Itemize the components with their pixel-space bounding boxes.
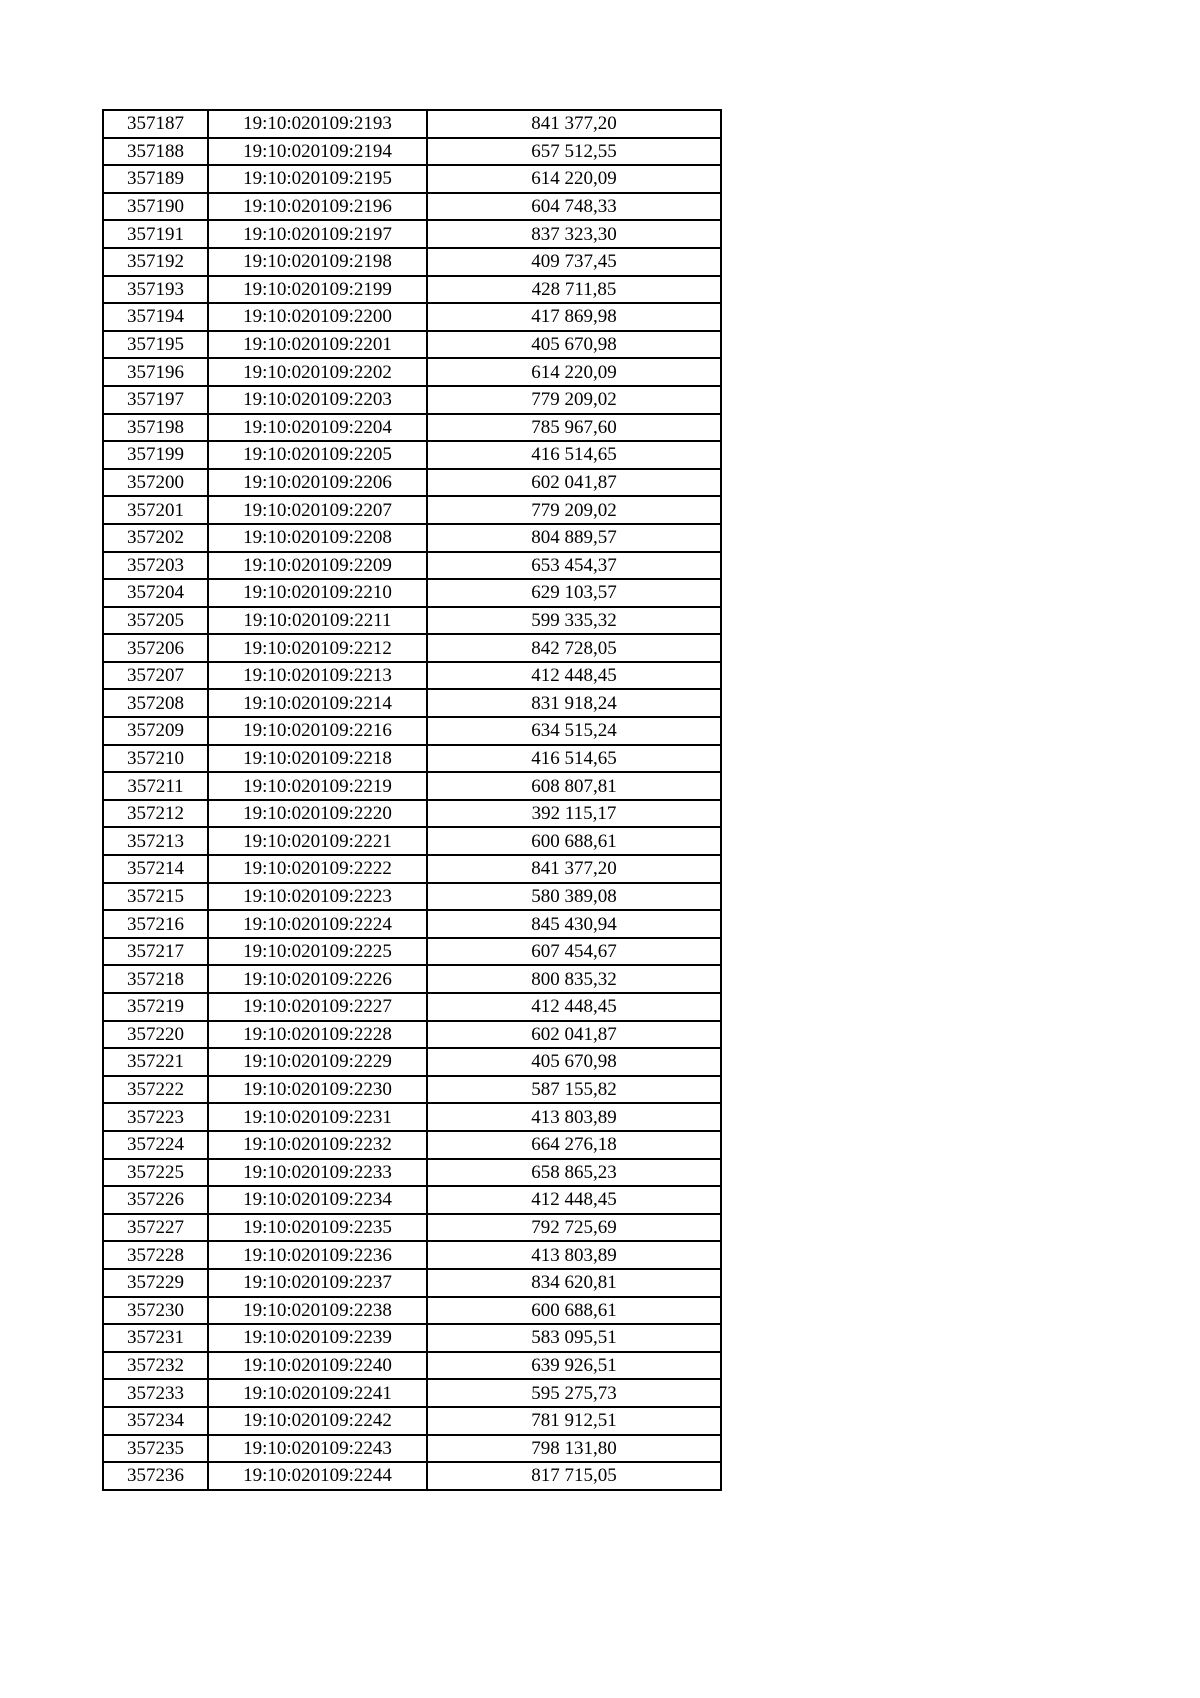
value-cell: 602 041,87 bbox=[427, 1021, 721, 1049]
table-row bbox=[103, 938, 721, 966]
row-number-cell: 357193 bbox=[103, 276, 208, 304]
value-cell: 798 131,80 bbox=[427, 1435, 721, 1463]
cadastral-number-cell: 19:10:020109:2195 bbox=[208, 165, 427, 193]
row-number-cell: 357190 bbox=[103, 193, 208, 221]
cadastral-number-cell: 19:10:020109:2221 bbox=[208, 827, 427, 855]
value-cell: 785 967,60 bbox=[427, 414, 721, 442]
table-row bbox=[103, 165, 721, 193]
row-number-cell: 357207 bbox=[103, 662, 208, 690]
value-cell: 417 869,98 bbox=[427, 303, 721, 331]
cadastral-number-cell: 19:10:020109:2211 bbox=[208, 607, 427, 635]
value-cell: 608 807,81 bbox=[427, 772, 721, 800]
value-cell: 602 041,87 bbox=[427, 469, 721, 497]
table-row bbox=[103, 662, 721, 690]
value-cell: 792 725,69 bbox=[427, 1214, 721, 1242]
cadastral-number-cell: 19:10:020109:2243 bbox=[208, 1435, 427, 1463]
row-number-cell: 357210 bbox=[103, 745, 208, 773]
value-cell: 841 377,20 bbox=[427, 855, 721, 883]
row-number-cell: 357189 bbox=[103, 165, 208, 193]
cadastral-number-cell: 19:10:020109:2236 bbox=[208, 1241, 427, 1269]
row-number-cell: 357203 bbox=[103, 552, 208, 580]
value-cell: 781 912,51 bbox=[427, 1407, 721, 1435]
row-number-cell: 357227 bbox=[103, 1214, 208, 1242]
cadastral-number-cell: 19:10:020109:2230 bbox=[208, 1076, 427, 1104]
cadastral-number-cell: 19:10:020109:2207 bbox=[208, 496, 427, 524]
row-number-cell: 357235 bbox=[103, 1435, 208, 1463]
cadastral-number-cell: 19:10:020109:2240 bbox=[208, 1352, 427, 1380]
cadastral-number-cell: 19:10:020109:2198 bbox=[208, 248, 427, 276]
cadastral-number-cell: 19:10:020109:2233 bbox=[208, 1159, 427, 1187]
row-number-cell: 357226 bbox=[103, 1186, 208, 1214]
cadastral-number-cell: 19:10:020109:2229 bbox=[208, 1048, 427, 1076]
row-number-cell: 357233 bbox=[103, 1379, 208, 1407]
cadastral-value-table bbox=[102, 109, 722, 1491]
value-cell: 580 389,08 bbox=[427, 883, 721, 911]
value-cell: 779 209,02 bbox=[427, 386, 721, 414]
row-number-cell: 357236 bbox=[103, 1462, 208, 1490]
table-row bbox=[103, 1048, 721, 1076]
value-cell: 600 688,61 bbox=[427, 827, 721, 855]
row-number-cell: 357208 bbox=[103, 689, 208, 717]
table-row bbox=[103, 883, 721, 911]
value-cell: 604 748,33 bbox=[427, 193, 721, 221]
cadastral-number-cell: 19:10:020109:2222 bbox=[208, 855, 427, 883]
cadastral-number-cell: 19:10:020109:2220 bbox=[208, 800, 427, 828]
row-number-cell: 357202 bbox=[103, 524, 208, 552]
cadastral-number-cell: 19:10:020109:2200 bbox=[208, 303, 427, 331]
table-row bbox=[103, 1297, 721, 1325]
table-row bbox=[103, 110, 721, 138]
value-cell: 837 323,30 bbox=[427, 220, 721, 248]
cadastral-number-cell: 19:10:020109:2228 bbox=[208, 1021, 427, 1049]
table-row bbox=[103, 1462, 721, 1490]
value-cell: 804 889,57 bbox=[427, 524, 721, 552]
value-cell: 583 095,51 bbox=[427, 1324, 721, 1352]
row-number-cell: 357215 bbox=[103, 883, 208, 911]
cadastral-number-cell: 19:10:020109:2197 bbox=[208, 220, 427, 248]
table-row bbox=[103, 414, 721, 442]
table-row bbox=[103, 193, 721, 221]
table-row bbox=[103, 1159, 721, 1187]
table-row bbox=[103, 496, 721, 524]
row-number-cell: 357228 bbox=[103, 1241, 208, 1269]
row-number-cell: 357224 bbox=[103, 1131, 208, 1159]
row-number-cell: 357188 bbox=[103, 138, 208, 166]
cadastral-number-cell: 19:10:020109:2196 bbox=[208, 193, 427, 221]
table-row bbox=[103, 1214, 721, 1242]
row-number-cell: 357209 bbox=[103, 717, 208, 745]
value-cell: 607 454,67 bbox=[427, 938, 721, 966]
table-body bbox=[103, 110, 721, 1490]
value-cell: 416 514,65 bbox=[427, 441, 721, 469]
row-number-cell: 357206 bbox=[103, 634, 208, 662]
row-number-cell: 357225 bbox=[103, 1159, 208, 1187]
cadastral-number-cell: 19:10:020109:2204 bbox=[208, 414, 427, 442]
table-row bbox=[103, 358, 721, 386]
cadastral-number-cell: 19:10:020109:2242 bbox=[208, 1407, 427, 1435]
value-cell: 800 835,32 bbox=[427, 965, 721, 993]
value-cell: 412 448,45 bbox=[427, 662, 721, 690]
value-cell: 634 515,24 bbox=[427, 717, 721, 745]
value-cell: 600 688,61 bbox=[427, 1297, 721, 1325]
cadastral-number-cell: 19:10:020109:2219 bbox=[208, 772, 427, 800]
table-row bbox=[103, 331, 721, 359]
value-cell: 413 803,89 bbox=[427, 1241, 721, 1269]
row-number-cell: 357222 bbox=[103, 1076, 208, 1104]
row-number-cell: 357220 bbox=[103, 1021, 208, 1049]
row-number-cell: 357200 bbox=[103, 469, 208, 497]
value-cell: 658 865,23 bbox=[427, 1159, 721, 1187]
table-row bbox=[103, 1021, 721, 1049]
value-cell: 614 220,09 bbox=[427, 358, 721, 386]
cadastral-number-cell: 19:10:020109:2193 bbox=[208, 110, 427, 138]
value-cell: 614 220,09 bbox=[427, 165, 721, 193]
table-row bbox=[103, 524, 721, 552]
value-cell: 599 335,32 bbox=[427, 607, 721, 635]
row-number-cell: 357198 bbox=[103, 414, 208, 442]
row-number-cell: 357196 bbox=[103, 358, 208, 386]
value-cell: 817 715,05 bbox=[427, 1462, 721, 1490]
value-cell: 834 620,81 bbox=[427, 1269, 721, 1297]
cadastral-number-cell: 19:10:020109:2203 bbox=[208, 386, 427, 414]
row-number-cell: 357205 bbox=[103, 607, 208, 635]
value-cell: 412 448,45 bbox=[427, 1186, 721, 1214]
value-cell: 409 737,45 bbox=[427, 248, 721, 276]
cadastral-number-cell: 19:10:020109:2210 bbox=[208, 579, 427, 607]
row-number-cell: 357204 bbox=[103, 579, 208, 607]
value-cell: 664 276,18 bbox=[427, 1131, 721, 1159]
cadastral-number-cell: 19:10:020109:2214 bbox=[208, 689, 427, 717]
row-number-cell: 357191 bbox=[103, 220, 208, 248]
value-cell: 845 430,94 bbox=[427, 910, 721, 938]
value-cell: 779 209,02 bbox=[427, 496, 721, 524]
value-cell: 412 448,45 bbox=[427, 993, 721, 1021]
value-cell: 405 670,98 bbox=[427, 331, 721, 359]
cadastral-number-cell: 19:10:020109:2206 bbox=[208, 469, 427, 497]
value-cell: 413 803,89 bbox=[427, 1103, 721, 1131]
table-row bbox=[103, 1269, 721, 1297]
table-row bbox=[103, 745, 721, 773]
table-row bbox=[103, 1131, 721, 1159]
table-row bbox=[103, 1407, 721, 1435]
cadastral-number-cell: 19:10:020109:2238 bbox=[208, 1297, 427, 1325]
row-number-cell: 357223 bbox=[103, 1103, 208, 1131]
row-number-cell: 357197 bbox=[103, 386, 208, 414]
cadastral-number-cell: 19:10:020109:2202 bbox=[208, 358, 427, 386]
value-cell: 639 926,51 bbox=[427, 1352, 721, 1380]
table-row bbox=[103, 1076, 721, 1104]
row-number-cell: 357194 bbox=[103, 303, 208, 331]
row-number-cell: 357195 bbox=[103, 331, 208, 359]
table-row bbox=[103, 1352, 721, 1380]
value-cell: 831 918,24 bbox=[427, 689, 721, 717]
table-row bbox=[103, 1241, 721, 1269]
row-number-cell: 357230 bbox=[103, 1297, 208, 1325]
cadastral-number-cell: 19:10:020109:2237 bbox=[208, 1269, 427, 1297]
cadastral-number-cell: 19:10:020109:2208 bbox=[208, 524, 427, 552]
table-row bbox=[103, 689, 721, 717]
table-row bbox=[103, 772, 721, 800]
row-number-cell: 357231 bbox=[103, 1324, 208, 1352]
table-row bbox=[103, 1379, 721, 1407]
row-number-cell: 357192 bbox=[103, 248, 208, 276]
cadastral-number-cell: 19:10:020109:2234 bbox=[208, 1186, 427, 1214]
value-cell: 405 670,98 bbox=[427, 1048, 721, 1076]
cadastral-number-cell: 19:10:020109:2218 bbox=[208, 745, 427, 773]
value-cell: 657 512,55 bbox=[427, 138, 721, 166]
row-number-cell: 357219 bbox=[103, 993, 208, 1021]
value-cell: 428 711,85 bbox=[427, 276, 721, 304]
table-row bbox=[103, 441, 721, 469]
table-row bbox=[103, 276, 721, 304]
table-row bbox=[103, 993, 721, 1021]
cadastral-number-cell: 19:10:020109:2244 bbox=[208, 1462, 427, 1490]
table-row bbox=[103, 248, 721, 276]
table-row bbox=[103, 1435, 721, 1463]
row-number-cell: 357213 bbox=[103, 827, 208, 855]
value-cell: 587 155,82 bbox=[427, 1076, 721, 1104]
table-row bbox=[103, 579, 721, 607]
cadastral-number-cell: 19:10:020109:2209 bbox=[208, 552, 427, 580]
row-number-cell: 357229 bbox=[103, 1269, 208, 1297]
row-number-cell: 357199 bbox=[103, 441, 208, 469]
table-row bbox=[103, 1103, 721, 1131]
cadastral-number-cell: 19:10:020109:2232 bbox=[208, 1131, 427, 1159]
cadastral-number-cell: 19:10:020109:2239 bbox=[208, 1324, 427, 1352]
row-number-cell: 357221 bbox=[103, 1048, 208, 1076]
row-number-cell: 357217 bbox=[103, 938, 208, 966]
value-cell: 841 377,20 bbox=[427, 110, 721, 138]
row-number-cell: 357216 bbox=[103, 910, 208, 938]
cadastral-number-cell: 19:10:020109:2224 bbox=[208, 910, 427, 938]
table-row bbox=[103, 138, 721, 166]
cadastral-number-cell: 19:10:020109:2205 bbox=[208, 441, 427, 469]
table-row bbox=[103, 552, 721, 580]
row-number-cell: 357211 bbox=[103, 772, 208, 800]
row-number-cell: 357232 bbox=[103, 1352, 208, 1380]
table-row bbox=[103, 1324, 721, 1352]
cadastral-number-cell: 19:10:020109:2213 bbox=[208, 662, 427, 690]
cadastral-number-cell: 19:10:020109:2199 bbox=[208, 276, 427, 304]
table-row bbox=[103, 827, 721, 855]
table-row bbox=[103, 469, 721, 497]
cadastral-number-cell: 19:10:020109:2201 bbox=[208, 331, 427, 359]
table-row bbox=[103, 607, 721, 635]
table-row bbox=[103, 1186, 721, 1214]
cadastral-number-cell: 19:10:020109:2227 bbox=[208, 993, 427, 1021]
value-cell: 416 514,65 bbox=[427, 745, 721, 773]
table-row bbox=[103, 965, 721, 993]
table-row bbox=[103, 717, 721, 745]
cadastral-number-cell: 19:10:020109:2235 bbox=[208, 1214, 427, 1242]
row-number-cell: 357218 bbox=[103, 965, 208, 993]
table-row bbox=[103, 800, 721, 828]
value-cell: 842 728,05 bbox=[427, 634, 721, 662]
row-number-cell: 357212 bbox=[103, 800, 208, 828]
table-row bbox=[103, 220, 721, 248]
cadastral-number-cell: 19:10:020109:2216 bbox=[208, 717, 427, 745]
value-cell: 392 115,17 bbox=[427, 800, 721, 828]
row-number-cell: 357234 bbox=[103, 1407, 208, 1435]
table-row bbox=[103, 855, 721, 883]
table-row bbox=[103, 634, 721, 662]
cadastral-number-cell: 19:10:020109:2225 bbox=[208, 938, 427, 966]
row-number-cell: 357214 bbox=[103, 855, 208, 883]
value-cell: 629 103,57 bbox=[427, 579, 721, 607]
row-number-cell: 357187 bbox=[103, 110, 208, 138]
row-number-cell: 357201 bbox=[103, 496, 208, 524]
cadastral-number-cell: 19:10:020109:2231 bbox=[208, 1103, 427, 1131]
table-row bbox=[103, 910, 721, 938]
cadastral-number-cell: 19:10:020109:2212 bbox=[208, 634, 427, 662]
table-row bbox=[103, 386, 721, 414]
value-cell: 595 275,73 bbox=[427, 1379, 721, 1407]
cadastral-number-cell: 19:10:020109:2194 bbox=[208, 138, 427, 166]
cadastral-number-cell: 19:10:020109:2223 bbox=[208, 883, 427, 911]
value-cell: 653 454,37 bbox=[427, 552, 721, 580]
cadastral-number-cell: 19:10:020109:2226 bbox=[208, 965, 427, 993]
table-row bbox=[103, 303, 721, 331]
cadastral-number-cell: 19:10:020109:2241 bbox=[208, 1379, 427, 1407]
